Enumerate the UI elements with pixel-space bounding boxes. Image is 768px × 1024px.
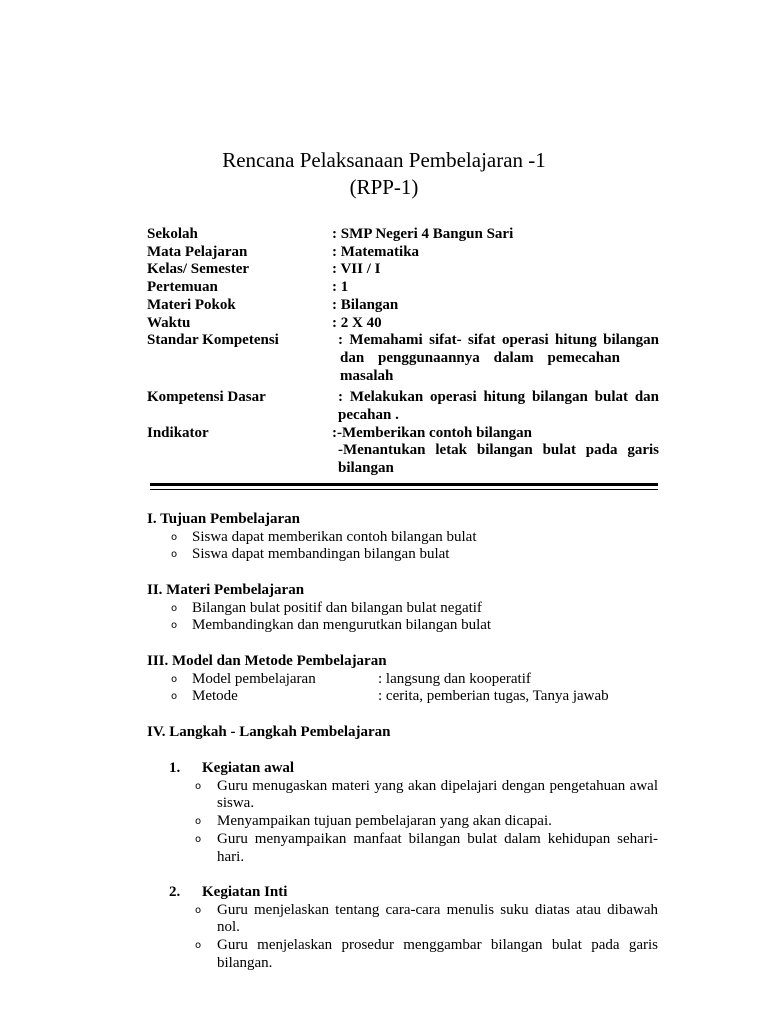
info-row-kelas-semester: [147, 261, 659, 279]
section-model: [147, 653, 658, 706]
info-row-materi-pokok: [147, 297, 659, 315]
list-item-value: : cerita, pemberian tugas, Tanya jawab: [378, 688, 609, 705]
info-label: Materi Pokok: [147, 296, 236, 313]
info-label: Kompetensi Dasar: [147, 389, 266, 406]
list-item: [147, 813, 658, 831]
section-heading: I. Tujuan Pembelajaran: [147, 511, 300, 527]
info-value-line: : Memahami sifat- sifat operasi hitung bilangan: [338, 332, 659, 349]
list-item-text: Siswa dapat membandingan bilangan bulat: [192, 546, 450, 563]
list-item: [147, 778, 658, 813]
list-item: [147, 937, 658, 972]
document-subtitle: (RPP-1): [349, 175, 419, 199]
list-item: [147, 600, 658, 618]
bullet-icon: o: [171, 620, 178, 632]
document-title: Rencana Pelaksanaan Pembelajaran -1: [222, 148, 546, 172]
info-value: : 1: [332, 279, 349, 296]
info-label: Indikator: [147, 424, 209, 441]
bullet-icon: o: [195, 816, 202, 828]
bullet-icon: o: [171, 691, 178, 703]
subsection-kegiatan-awal: [147, 760, 658, 866]
bullet-icon: o: [195, 833, 202, 845]
list-item-label: Metode: [192, 688, 238, 705]
info-label: Kelas/ Semester: [147, 261, 250, 278]
info-row-mata-pelajaran: [147, 244, 659, 262]
section-heading: III. Model dan Metode Pembelajaran: [147, 653, 387, 669]
section-tujuan: [147, 511, 658, 564]
info-row-standar-kompetensi: [147, 332, 659, 385]
info-row-sekolah: [147, 226, 659, 244]
list-item: [147, 831, 658, 866]
info-label: Sekolah: [147, 226, 198, 242]
list-item-text: Guru menjelaskan prosedur menggambar bilangan bulat pada garis bilangan.: [217, 937, 658, 971]
info-row-pertemuan: [147, 279, 659, 297]
list-item-label: Model pembelajaran: [192, 670, 316, 687]
subsection-title: Kegiatan Inti: [202, 884, 288, 900]
subsection-heading: [147, 760, 658, 778]
subsection-number: 2.: [169, 884, 181, 900]
list-item-text: Siswa dapat memberikan contoh bilangan bulat: [192, 528, 477, 545]
list-item-text: Bilangan bulat positif dan bilangan bulat negatif: [192, 599, 482, 616]
bullet-icon: o: [171, 549, 178, 561]
bullet-icon: o: [195, 904, 202, 916]
info-label: Mata Pelajaran: [147, 243, 248, 260]
info-value: : 2 X 40: [332, 314, 382, 331]
info-value-line: masalah: [340, 367, 394, 384]
bullet-icon: o: [171, 602, 178, 614]
bullet-icon: o: [195, 780, 202, 792]
info-row-waktu: [147, 315, 659, 333]
info-table: [147, 226, 659, 478]
list-item: [147, 617, 658, 635]
info-value-line: pecahan .: [338, 407, 399, 424]
divider-thick: [150, 483, 658, 486]
bullet-icon: o: [195, 940, 202, 952]
list-item: [147, 688, 658, 706]
subsection-kegiatan-inti: [147, 884, 658, 973]
info-value-line: :-Memberikan contoh bilangan: [332, 424, 533, 441]
bullet-icon: o: [171, 531, 178, 543]
info-label: Standar Kompetensi: [147, 332, 279, 349]
info-label: Pertemuan: [147, 279, 218, 296]
info-value: : Bilangan: [332, 296, 399, 313]
subsection-heading: [147, 884, 658, 902]
info-value: : Matematika: [332, 243, 420, 260]
info-value-line: -Menantukan letak bilangan bulat pada garis: [338, 442, 659, 459]
info-value-line: bilangan: [338, 460, 394, 477]
info-row-kompetensi-dasar: [147, 389, 659, 424]
list-item: [147, 902, 658, 937]
info-value-line: dan penggunaannya dalam pemecahan: [340, 349, 620, 366]
section-heading: II. Materi Pembelajaran: [147, 582, 305, 598]
list-item-value: : langsung dan kooperatif: [378, 670, 531, 687]
info-value: : VII / I: [332, 261, 381, 278]
divider-thin: [150, 489, 658, 490]
list-item-text: Menyampaikan tujuan pembelajaran yang akan dicapai.: [217, 813, 552, 830]
list-item-text: Guru menyampaikan manfaat bilangan bulat dalam kehidupan sehari-hari.: [217, 830, 658, 865]
info-row-indikator: [147, 425, 659, 478]
list-item-text: Guru menjelaskan tentang cara-cara menulis suku diatas atau dibawah nol.: [217, 901, 658, 936]
list-item: [147, 671, 658, 689]
bullet-icon: o: [171, 673, 178, 685]
info-value: : SMP Negeri 4 Bangun Sari: [332, 226, 514, 242]
section-heading: IV. Langkah - Langkah Pembelajaran: [147, 724, 391, 740]
list-item: [147, 529, 658, 547]
list-item: [147, 546, 658, 564]
list-item-text: Guru menugaskan materi yang akan dipelajari dengan pengetahuan awal siswa.: [217, 777, 658, 812]
subsection-number: 1.: [169, 760, 181, 776]
info-label: Waktu: [147, 314, 191, 331]
list-item-text: Membandingkan dan mengurutkan bilangan bulat: [192, 617, 492, 634]
section-materi: [147, 582, 658, 635]
section-langkah: [147, 724, 658, 742]
info-value-line: : Melakukan operasi hitung bilangan bulat dan: [338, 389, 659, 406]
info-value: [332, 332, 659, 385]
info-value: [332, 425, 659, 478]
info-value: [332, 389, 659, 424]
subsection-title: Kegiatan awal: [202, 760, 295, 776]
